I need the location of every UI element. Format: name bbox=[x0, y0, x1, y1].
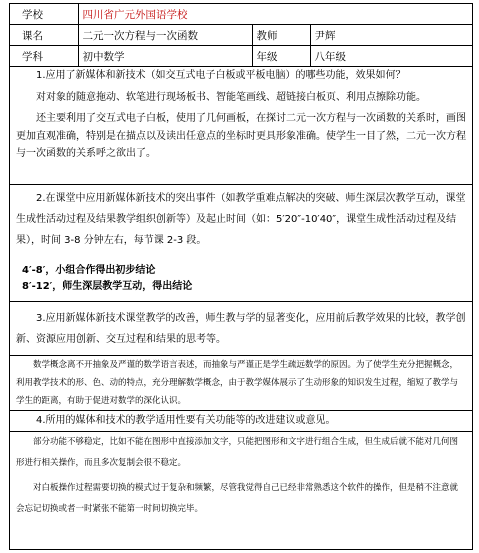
school-label: 学校 bbox=[10, 4, 78, 25]
q4-paragraph-1: 部分功能不够稳定，比如不能在图形中直接添加文字，只能把图形和文字进行组合生成，但生成后就不能对几何图形进行相关操作，而且多次复制会很不稳定。 bbox=[16, 437, 459, 468]
teacher-value: 尹辉 bbox=[310, 25, 472, 46]
reflection-form bbox=[9, 3, 473, 550]
school-row bbox=[10, 4, 472, 25]
q2-question: 2.在课堂中应用新媒体新技术的突出事件（如教学重难点解决的突破、师生深层次教学互动，课堂生成性活动过程及结果教学组织创新等）及起止时间（如：5′20″-10′40″，课堂生成性活动过程及结果），时间 3-8 分钟左右，每节课 2-3 段。 bbox=[16, 193, 466, 246]
subject-label: 学科 bbox=[10, 46, 78, 67]
subject-row bbox=[10, 46, 472, 67]
grade-value: 八年级 bbox=[310, 46, 472, 67]
subject-value: 初中数学 bbox=[78, 46, 252, 67]
q4-paragraph-2: 对白板操作过程需要切换的模式过于复杂和频繁，尽管我觉得自己已经非常熟悉这个软件的操作，但是稍不注意就会忘记切换或者一时紧张不能第一时间切换完毕。 bbox=[16, 483, 459, 514]
section-q1 bbox=[10, 67, 472, 184]
section-q4 bbox=[10, 410, 472, 531]
section-q2 bbox=[10, 184, 472, 301]
lesson-label: 课名 bbox=[10, 25, 78, 46]
q3-paragraph-1: 数学概念离不开抽象及严谨的数学语言表述，而抽象与严谨正是学生疏远数学的原因。为了使学生充分把握概念，利用教学技术的形、色、动的特点，充分理解数学概念，由于教学媒体展示了生动形象的知识发生过程，缩短了教学与学生的距离，有助于促进对数学的深化认识。 bbox=[16, 360, 459, 406]
q1-question: 1.应用了新媒体和新技术（如交互式电子白板或平板电脑）的哪些功能，效果如何？ bbox=[36, 70, 406, 81]
school-value: 四川省广元外国语学校 bbox=[78, 4, 472, 25]
grade-label: 年级 bbox=[252, 46, 310, 67]
lesson-row bbox=[10, 25, 472, 46]
teacher-label: 教师 bbox=[252, 25, 310, 46]
info-table bbox=[10, 4, 472, 67]
q3-question: 3.应用新媒体新技术课堂教学的改善，师生教与学的显著变化，应用前后教学效果的比较，教学创新、资源应用创新、交互过程和结果的思考等。 bbox=[16, 313, 466, 345]
q2-event-2: 8′-12′，师生深层教学互动，得出结论 bbox=[22, 281, 193, 292]
section-q3 bbox=[10, 301, 472, 410]
q4-question: 4.所用的媒体和技术的教学适用性要有关功能等的改进建议或意见。 bbox=[36, 415, 336, 426]
q1-paragraph-1: 对对象的随意拖动、软笔进行现场板书、智能笔画线、超链接白板页、利用点擦除功能。 bbox=[36, 91, 426, 103]
q1-paragraph-2: 还主要利用了交互式电子白板，使用了几何画板，在探讨二元一次方程与一次函数的关系时，画图更加直观准确，特别是在描点以及读出任意点的坐标时更具形象准确。使学生一目了然，二元一次方程与一次函数的关系呼之欲出了。 bbox=[16, 113, 466, 159]
lesson-value: 二元一次方程与一次函数 bbox=[78, 25, 252, 46]
q2-event-1: 4′-8′，小组合作得出初步结论 bbox=[22, 265, 156, 276]
